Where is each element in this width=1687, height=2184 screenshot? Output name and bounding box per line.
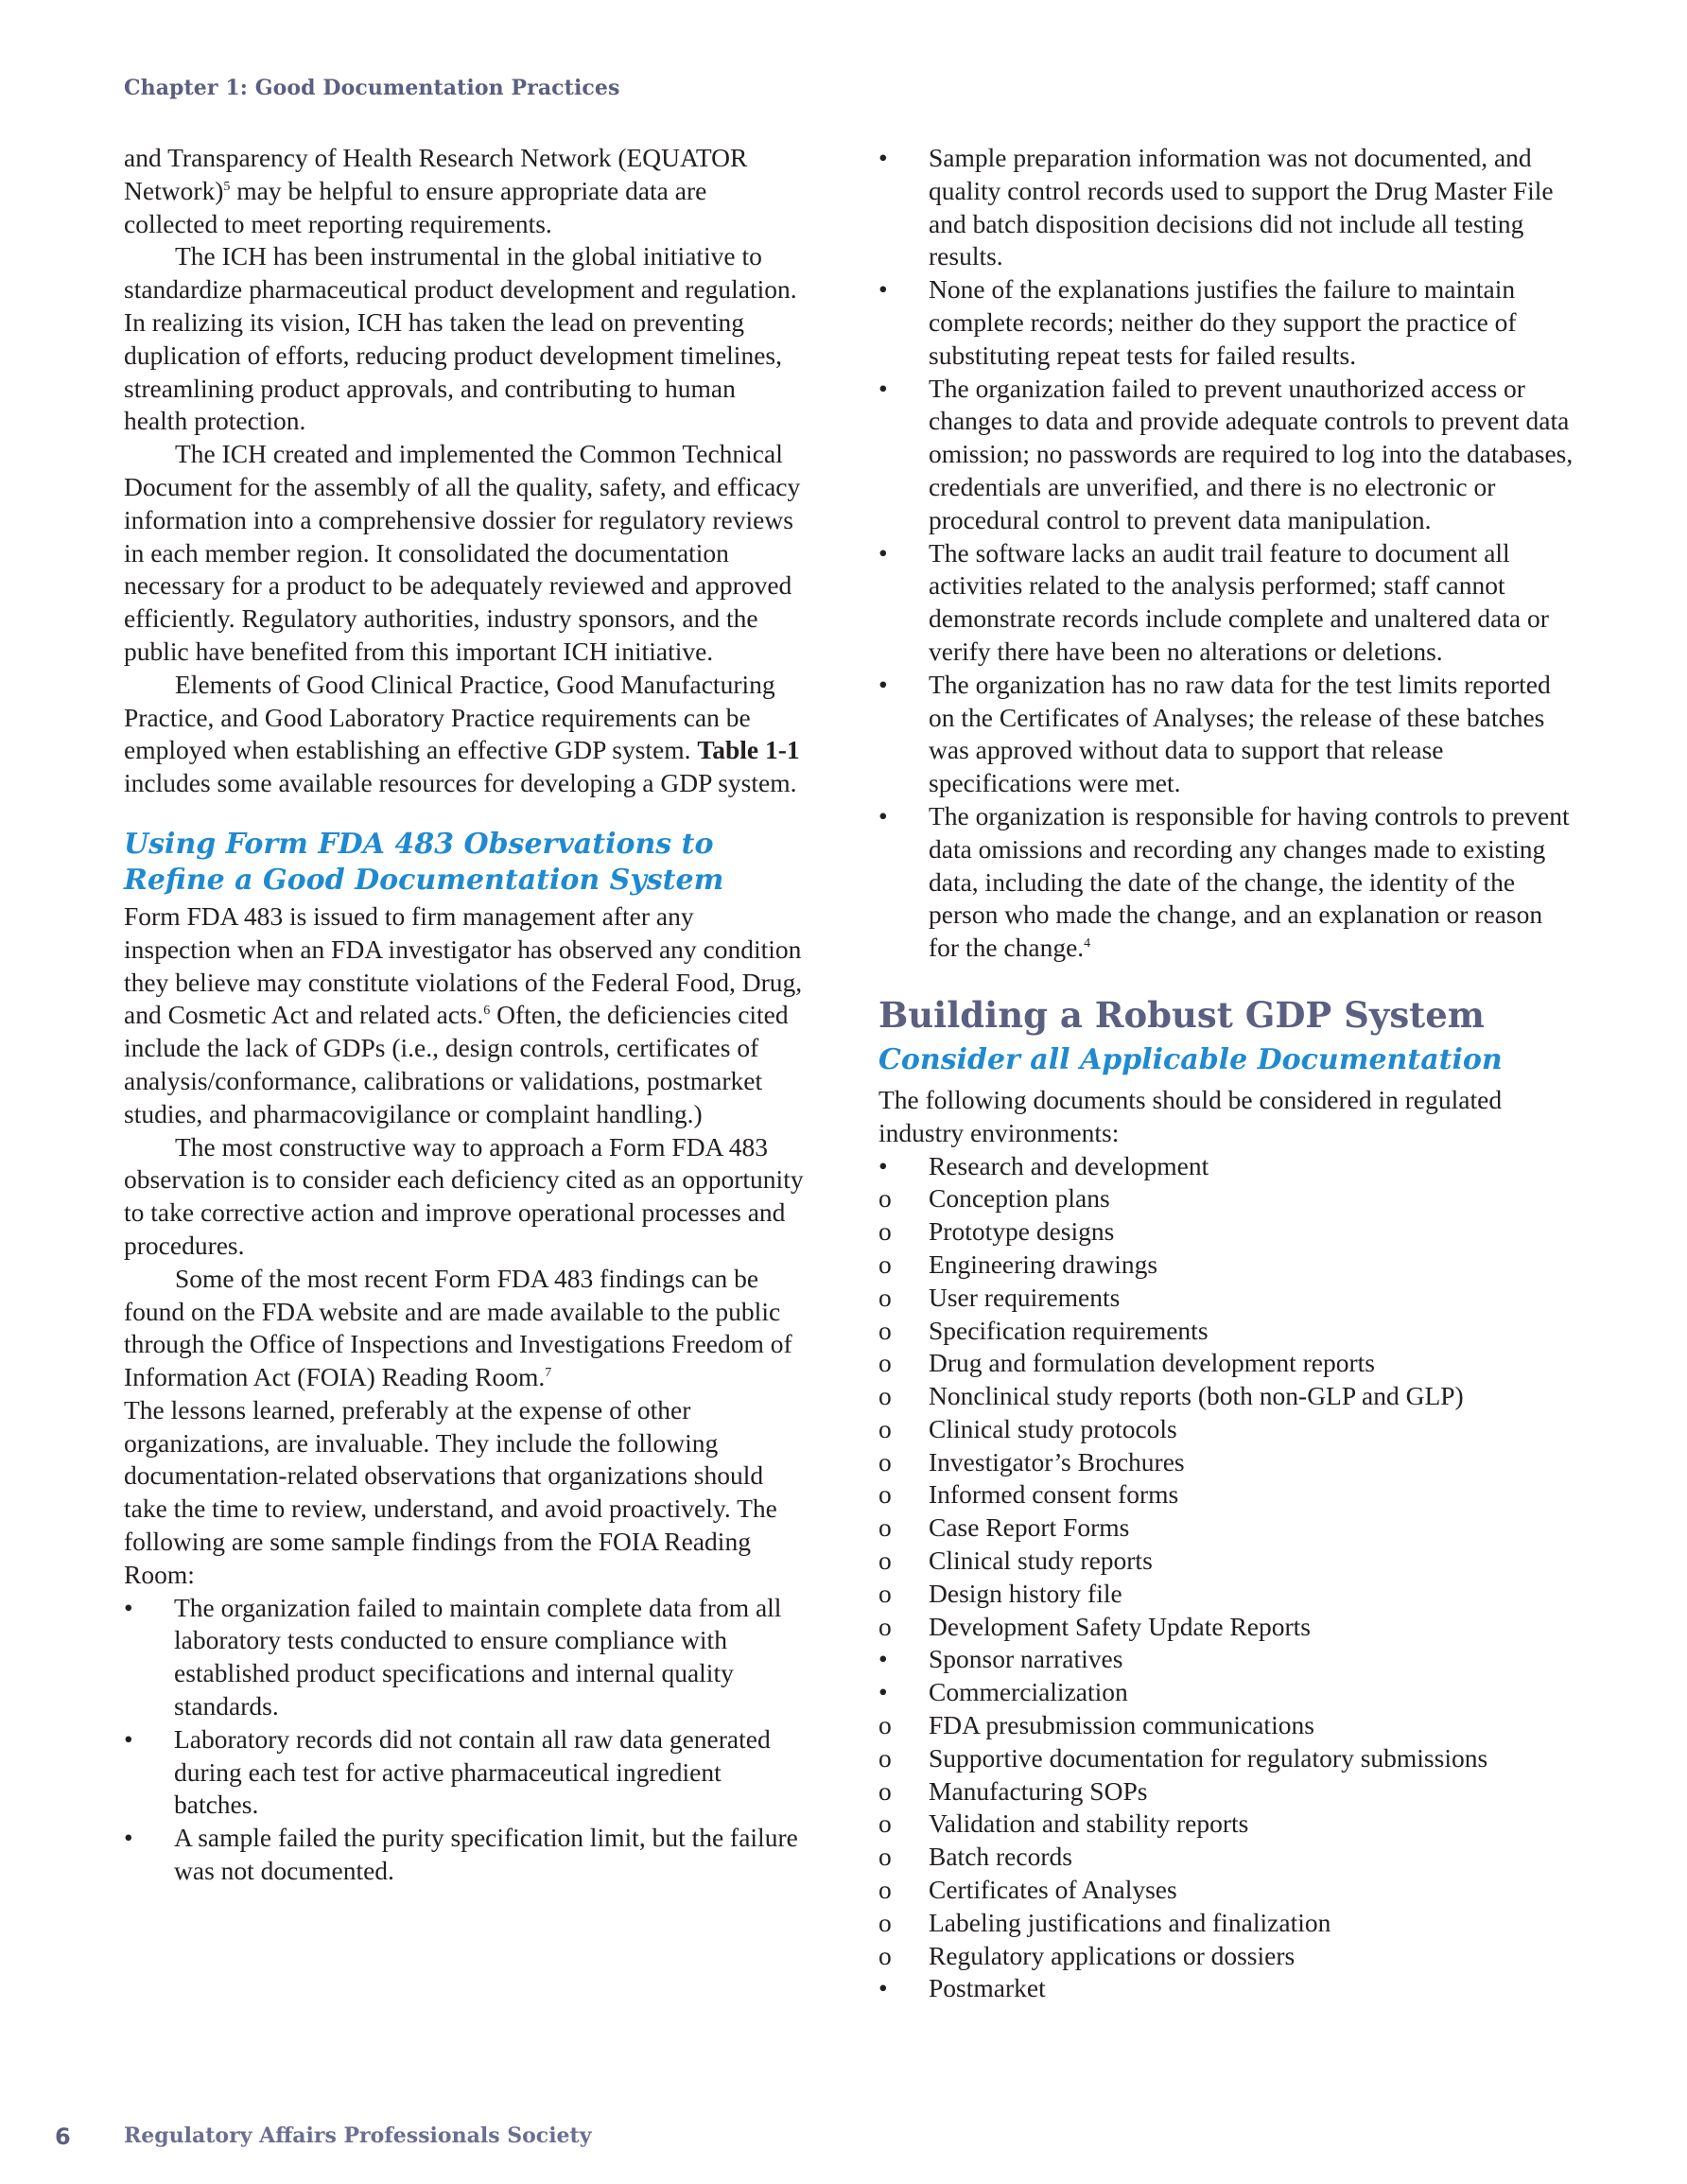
sub-bullet-icon: o bbox=[878, 1249, 892, 1279]
bullet-icon: • bbox=[878, 274, 888, 305]
list-item: • Sample preparation information was not documented, and quality control records used to support the Drug Master File and batch disposition decisions did not include all testing results. bbox=[878, 143, 1554, 271]
sub-bullet-icon: o bbox=[878, 1710, 892, 1740]
list-item: o Informed consent forms bbox=[878, 1478, 1574, 1511]
sub-bullet-icon: o bbox=[878, 1512, 892, 1543]
paragraph: The lessons learned, preferably at the expense of other organizations, are invaluable. They include the following documentation-related observations that organizations should take the time to review, understand, and avoid proactively. The following are some sample findings from the FOIA Reading Room: bbox=[124, 1394, 777, 1589]
list-item: o Certificates of Analyses bbox=[878, 1874, 1574, 1907]
bullet-icon: • bbox=[878, 143, 888, 172]
sub-bullet-icon: o bbox=[878, 1775, 892, 1806]
list-item: o Investigator’s Brochures bbox=[878, 1446, 1574, 1479]
sub-bullet-icon: o bbox=[878, 1413, 892, 1443]
list-item: o Design history file bbox=[878, 1578, 1574, 1611]
list-item: o FDA presubmission communications bbox=[878, 1709, 1574, 1742]
sub-bullet-icon: o bbox=[878, 1216, 892, 1247]
paragraph: Form FDA 483 is issued to firm management after any inspection when an FDA investigator has observed any condition they believe may constitute violations of the Federal Food, Drug, and Cosmetic Act and related acts.$^6$ Often, the deficiencies cited include the lack of GDPs (i.e., design controls, certificates of analysis/conformance, calibrations or validations, postmarket studies, and pharmacovigilance or complaint handling.) bbox=[124, 900, 803, 1128]
list-item: • A sample failed the purity specification limit, but the failure was not documented. bbox=[124, 1823, 798, 1886]
sub-bullet-icon: o bbox=[878, 1315, 892, 1345]
list-item: o Supportive documentation for regulatory submissions bbox=[878, 1742, 1574, 1775]
left-column bbox=[124, 142, 805, 1888]
list-item: • None of the explanations justifies the failure to maintain complete records; neither do they support the practice of substituting repeat tests for failed results. bbox=[878, 274, 1517, 370]
list-item: • The software lacks an audit trail feature to document all activities related to the analysis performed; staff cannot demonstrate records include complete and unaltered data or verify there have been no alterations or deletions. bbox=[878, 537, 1549, 666]
main-heading: Building a Robust GDP System bbox=[878, 993, 1485, 1036]
list-item: • The organization has no raw data for the test limits reported on the Certificates of Analyses; the release of these batches was approved without data to support that release specifications were met. bbox=[878, 669, 1551, 798]
sub-bullet-icon: o bbox=[878, 1611, 892, 1641]
list-item: o Engineering drawings bbox=[878, 1249, 1574, 1282]
paragraph: Some of the most recent Form FDA 483 findings can be found on the FDA website and are made available to the public through the Office of Inspections and Investigations Freedom of Information Act (FOIA) Reading Room.$^7$ bbox=[124, 1263, 792, 1392]
findings-list bbox=[124, 1592, 805, 1888]
list-item: • Research and development bbox=[878, 1150, 1574, 1183]
bullet-icon: • bbox=[124, 1592, 133, 1622]
sub-bullet-icon: o bbox=[878, 1479, 892, 1510]
bullet-icon: • bbox=[124, 1723, 133, 1754]
right-column bbox=[878, 142, 1574, 2005]
list-item: o Batch records bbox=[878, 1841, 1574, 1874]
list-item: • The organization is responsible for having controls to prevent data omissions and recording any changes made to existing data, including the date of the change, the identity of the person who made the change, and an explanation or reason for the change.$^4$ bbox=[878, 800, 1570, 963]
list-item: o Nonclinical study reports (both non-GLP and GLP) bbox=[878, 1380, 1574, 1413]
list-item: o Prototype designs bbox=[878, 1215, 1574, 1249]
list-item: • The organization failed to prevent unauthorized access or changes to data and provide adequate controls to prevent data omission; no passwords are required to log into the databases, credentials are unverified, and there is no electronic or procedural control to prevent data manipulation. bbox=[878, 373, 1574, 534]
sub-bullet-icon: o bbox=[878, 1875, 892, 1905]
sub-bullet-icon: o bbox=[878, 1742, 892, 1773]
paragraph: The ICH has been instrumental in the global initiative to standardize pharmaceutical product development and regulation. In realizing its vision, ICH has taken the lead on preventing duplication of efforts, reducing product development timelines, streamlining product approvals, and contributing to human health protection. bbox=[124, 241, 797, 436]
bullet-icon: • bbox=[878, 1150, 888, 1180]
list-item: • Postmarket bbox=[878, 1972, 1574, 2005]
list-item: o User requirements bbox=[878, 1282, 1574, 1315]
list-item: o Manufacturing SOPs bbox=[878, 1775, 1574, 1808]
footnote-ref: 7 bbox=[545, 1365, 552, 1380]
list-item: • Commercialization bbox=[878, 1676, 1574, 1709]
bullet-icon: • bbox=[878, 1973, 888, 2003]
list-item: • Sponsor narratives bbox=[878, 1643, 1574, 1676]
bullet-icon: • bbox=[878, 1644, 888, 1674]
bullet-icon: • bbox=[878, 1677, 888, 1707]
sub-bullet-icon: o bbox=[878, 1282, 892, 1312]
paragraph: The ICH created and implemented the Common Technical Document for the assembly of all the quality, safety, and efficacy information into a comprehensive dossier for regulatory reviews in each member region. It consolidated the documentation necessary for a product to be adequately reviewed and approved efficiently. Regulatory authorities, industry sponsors, and the public have benefited from this important ICH initiative. bbox=[124, 439, 801, 666]
list-item: o Validation and stability reports bbox=[878, 1808, 1574, 1841]
list-item: • The organization failed to maintain complete data from all laboratory tests conducted to ensure compliance with established product specifications and internal quality standards. bbox=[124, 1592, 782, 1721]
list-item: o Clinical study protocols bbox=[878, 1413, 1574, 1446]
list-item: o Regulatory applications or dossiers bbox=[878, 1940, 1574, 1973]
footnote-ref: 6 bbox=[483, 1004, 491, 1019]
list-item: o Drug and formulation development reports bbox=[878, 1347, 1574, 1380]
paragraph: and Transparency of Health Research Network (EQUATOR Network)$^5$ may be helpful to ensure appropriate data are collected to meet reporting requirements. bbox=[124, 143, 748, 238]
sub-bullet-icon: o bbox=[878, 1808, 892, 1839]
sub-heading: Consider all Applicable Documentation bbox=[878, 1042, 1503, 1076]
list-item: o Labeling justifications and finalization bbox=[878, 1907, 1574, 1940]
list-item: o Conception plans bbox=[878, 1182, 1574, 1215]
list-item: o Specification requirements bbox=[878, 1315, 1574, 1348]
footer-organization: Regulatory Affairs Professionals Society bbox=[124, 2123, 592, 2148]
findings-list-continued bbox=[878, 142, 1574, 965]
sub-bullet-icon: o bbox=[878, 1907, 892, 1937]
bullet-icon: • bbox=[878, 669, 888, 699]
section-heading: Using Form FDA 483 Observations to Refine a Good Documentation System bbox=[124, 827, 724, 897]
page-number: 6 bbox=[55, 2123, 71, 2150]
list-item: o Case Report Forms bbox=[878, 1511, 1574, 1545]
sub-bullet-icon: o bbox=[878, 1578, 892, 1608]
sub-bullet-icon: o bbox=[878, 1381, 892, 1411]
table-reference: Table 1-1 bbox=[697, 735, 800, 765]
list-item: o Development Safety Update Reports bbox=[878, 1611, 1574, 1644]
sub-bullet-icon: o bbox=[878, 1446, 892, 1476]
bullet-icon: • bbox=[878, 800, 888, 830]
document-list bbox=[878, 1150, 1574, 2006]
paragraph: Elements of Good Clinical Practice, Good Manufacturing Practice, and Good Laboratory Practice requirements can be employed when establishing an effective GDP system. Table 1-1 includes some available resources for developing a GDP system. bbox=[124, 669, 800, 798]
running-head: Chapter 1: Good Documentation Practices bbox=[124, 76, 620, 100]
bullet-icon: • bbox=[878, 373, 888, 403]
bullet-icon: • bbox=[878, 537, 888, 568]
list-item: o Clinical study reports bbox=[878, 1545, 1574, 1578]
paragraph: The following documents should be considered in regulated industry environments: bbox=[878, 1084, 1503, 1147]
sub-bullet-icon: o bbox=[878, 1348, 892, 1378]
sub-bullet-icon: o bbox=[878, 1546, 892, 1576]
footnote-ref: 4 bbox=[1084, 935, 1091, 951]
footnote-ref: 5 bbox=[223, 179, 231, 194]
bullet-icon: • bbox=[124, 1823, 133, 1853]
sub-bullet-icon: o bbox=[878, 1842, 892, 1872]
sub-bullet-icon: o bbox=[878, 1183, 892, 1214]
sub-bullet-icon: o bbox=[878, 1940, 892, 1970]
list-item: • Laboratory records did not contain all raw data generated during each test for active pharmaceutical ingredient batches. bbox=[124, 1723, 771, 1820]
paragraph: The most constructive way to approach a Form FDA 483 observation is to consider each deficiency cited as an opportunity to take corrective action and improve operational processes and procedures. bbox=[124, 1131, 804, 1260]
